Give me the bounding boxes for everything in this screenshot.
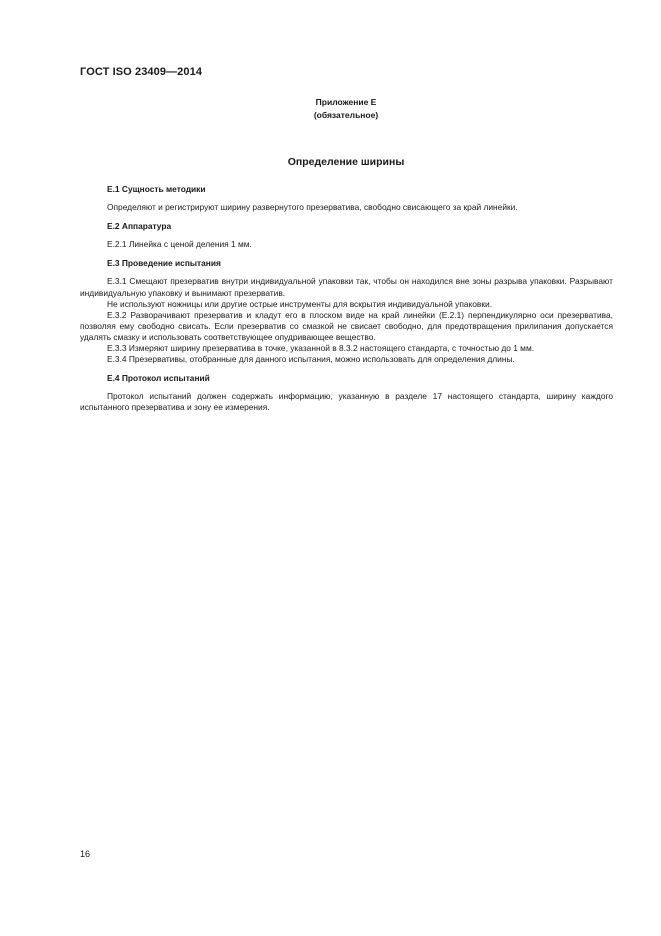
section-heading-e4: Е.4 Протокол испытаний [107,373,210,384]
section-heading-e1: Е.1 Сущность методики [107,184,206,194]
page-title: Определение ширины [287,156,405,168]
paragraph-e1: Определяют и регистрируют ширину развернутого презерватива, свободно свисающего за край линейки. [107,202,518,213]
appendix-label: Приложение Е [315,97,377,107]
section-heading-e3: Е.3 Проведение испытания [107,258,221,269]
paragraph-e4-1: Протокол испытаний должен содержать информацию, указанную в разделе 17 настоящего стандарта, ширину каждого испытанного презерватива и зону ее измерения. [80,391,613,413]
page-number: 16 [80,849,91,859]
paragraph-e3-2: Е.3.2 Разворачивают презерватив и кладут его в плоском виде на край линейки (Е.2.1) перпендикулярно оси презерватива, позволяя ему свободно свисать. Если презерватив со смазкой не свисает свободно, для предотвращения прилипания допускается удалять смазку и использовать соответствующее опудривающее вещество. [80,309,613,342]
document-id-header: ГОСТ ISO 23409—2014 [80,66,203,78]
appendix-status: (обязательное) [313,110,379,120]
paragraph-e3-4: Е.3.4 Презервативы, отобранные для данного испытания, можно использовать для определения длины. [107,354,515,365]
document-body [80,184,613,414]
section-heading-e2: Е.2 Аппаратура [107,221,172,232]
paragraph-e3-1: Е.3.1 Смещают презерватив внутри индивидуальной упаковки так, чтобы он находился вне зоны разрыва упаковки. Разрывают индивидуальную упаковку и вынимают презерватив. [80,276,613,298]
paragraph-e3-3: Е.3.3 Измеряют ширину презерватива в точке, указанной в 8.3.2 настоящего стандарта, с точностью до 1 мм. [107,343,535,354]
paragraph-e2-1: Е.2.1 Линейка с ценой деления 1 мм. [107,239,252,250]
paragraph-e3-1-note: Не используют ножницы или другие острые инструменты для вскрытия индивидуальной упаковки. [107,298,493,309]
